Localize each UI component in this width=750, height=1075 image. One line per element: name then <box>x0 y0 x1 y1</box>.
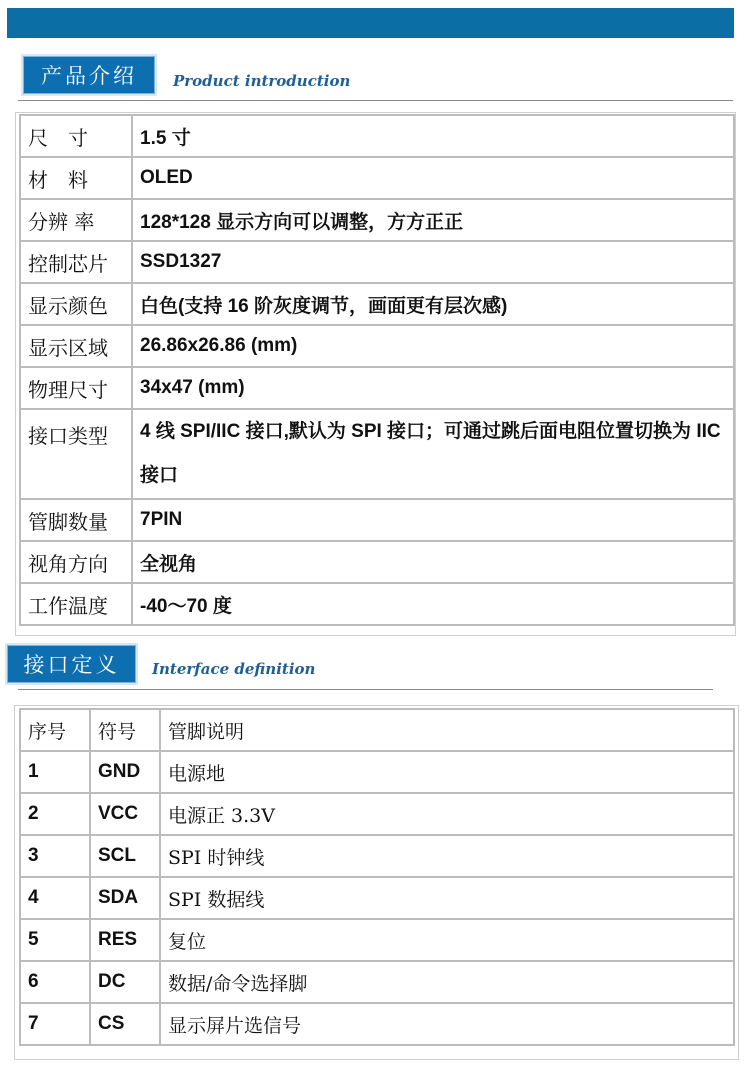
spec-value: 128*128 显示方向可以调整，方方正正 <box>132 199 734 241</box>
pin-table <box>19 708 735 1046</box>
section-divider <box>18 100 733 101</box>
spec-label: 显示颜色 <box>20 283 132 325</box>
spec-value: 34x47 (mm) <box>132 367 734 409</box>
spec-value: -40～70 度 <box>132 583 734 625</box>
section-subtitle-interface: Interface definition <box>152 660 316 678</box>
pin-header-cell: 管脚说明 <box>160 709 734 751</box>
spec-row <box>20 583 734 625</box>
section-title-interface: 接口定义 <box>7 645 136 683</box>
spec-row <box>20 367 734 409</box>
spec-row <box>20 541 734 583</box>
spec-value: SSD1327 <box>132 241 734 283</box>
spec-table <box>19 114 735 626</box>
spec-value: 全视角 <box>132 541 734 583</box>
spec-value: 4 线 SPI/IIC 接口,默认为 SPI 接口；可通过跳后面电阻位置切换为 IIC 接口 <box>132 409 734 499</box>
pin-description: 电源地 <box>160 751 734 793</box>
spec-label: 显示区域 <box>20 325 132 367</box>
spec-row <box>20 499 734 541</box>
spec-value: OLED <box>132 157 734 199</box>
spec-label: 分辨 率 <box>20 199 132 241</box>
spec-value: 7PIN <box>132 499 734 541</box>
spec-row <box>20 199 734 241</box>
spec-value: 26.86x26.86 (mm) <box>132 325 734 367</box>
table-row <box>20 793 734 835</box>
pin-description: 复位 <box>160 919 734 961</box>
spec-row <box>20 409 734 499</box>
spec-label: 物理尺寸 <box>20 367 132 409</box>
pin-number: 1 <box>20 751 90 793</box>
spec-label: 尺 寸 <box>20 115 132 157</box>
table-row <box>20 835 734 877</box>
pin-description: 显示屏片选信号 <box>160 1003 734 1045</box>
spec-row <box>20 157 734 199</box>
pin-header-cell: 序号 <box>20 709 90 751</box>
pin-symbol: DC <box>90 961 160 1003</box>
pin-description: SPI 数据线 <box>160 877 734 919</box>
pin-symbol: RES <box>90 919 160 961</box>
pin-description: 数据/命令选择脚 <box>160 961 734 1003</box>
pin-number: 3 <box>20 835 90 877</box>
top-banner-bar <box>7 8 734 38</box>
table-row <box>20 961 734 1003</box>
spec-row <box>20 325 734 367</box>
spec-label: 接口类型 <box>20 409 132 499</box>
pin-table-header <box>20 709 734 751</box>
table-row <box>20 1003 734 1045</box>
pin-symbol: SDA <box>90 877 160 919</box>
table-row <box>20 919 734 961</box>
spec-row <box>20 283 734 325</box>
pin-symbol: GND <box>90 751 160 793</box>
spec-row <box>20 115 734 157</box>
pin-number: 6 <box>20 961 90 1003</box>
table-row <box>20 877 734 919</box>
pin-symbol: VCC <box>90 793 160 835</box>
pin-description: 电源正 3.3V <box>160 793 734 835</box>
pin-symbol: CS <box>90 1003 160 1045</box>
spec-value: 1.5 寸 <box>132 115 734 157</box>
pin-header-cell: 符号 <box>90 709 160 751</box>
spec-label: 视角方向 <box>20 541 132 583</box>
spec-label: 控制芯片 <box>20 241 132 283</box>
spec-value: 白色(支持 16 阶灰度调节，画面更有层次感) <box>132 283 734 325</box>
spec-label: 管脚数量 <box>20 499 132 541</box>
pin-description: SPI 时钟线 <box>160 835 734 877</box>
table-row <box>20 751 734 793</box>
spec-label: 工作温度 <box>20 583 132 625</box>
section-divider <box>18 689 713 690</box>
pin-symbol: SCL <box>90 835 160 877</box>
section-title-product-intro: 产品介绍 <box>23 56 155 94</box>
section-subtitle-product-intro: Product introduction <box>173 72 351 90</box>
pin-number: 2 <box>20 793 90 835</box>
spec-label: 材 料 <box>20 157 132 199</box>
pin-number: 7 <box>20 1003 90 1045</box>
pin-number: 5 <box>20 919 90 961</box>
spec-row <box>20 241 734 283</box>
pin-number: 4 <box>20 877 90 919</box>
